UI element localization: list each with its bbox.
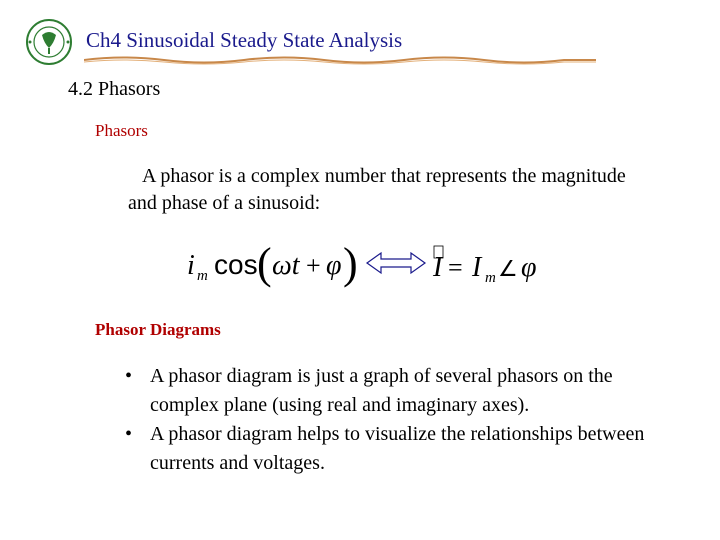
bullet-list <box>125 362 685 478</box>
phasors-heading: Phasors <box>95 121 148 140</box>
bullet-icon: • <box>125 365 133 387</box>
phasor-definition <box>128 163 648 217</box>
list-item-text: A phasor diagram is just a graph of several phasors on the complex plane (using real and imaginary axes). <box>150 365 613 416</box>
formula-open-paren: ( <box>257 239 272 288</box>
formula-phi: φ <box>326 250 342 281</box>
list-item-text: A phasor diagram helps to visualize the relationships between currents and voltages. <box>150 423 645 474</box>
formula-plus: + <box>306 251 321 280</box>
formula-angle-icon: ∠ <box>498 257 518 282</box>
phasor-diagrams-heading: Phasor Diagrams <box>95 320 221 339</box>
header-rule <box>84 54 596 66</box>
formula-lhs-i: i <box>187 250 195 281</box>
phasor-formula <box>183 236 553 288</box>
bullet-icon: • <box>125 423 133 445</box>
formula-rhs-phi: φ <box>521 252 537 283</box>
formula-omega-t: ωt <box>272 250 300 281</box>
formula-rhs-i: I <box>472 252 482 283</box>
double-arrow-icon <box>367 253 425 273</box>
formula-rhs-subscript: m <box>485 270 496 286</box>
formula-close-paren: ) <box>343 239 358 288</box>
list-item <box>125 420 685 478</box>
chapter-title: Ch4 Sinusoidal Steady State Analysis <box>86 28 403 52</box>
formula-equals: = <box>448 253 463 282</box>
university-seal-logo <box>20 18 78 66</box>
formula-lhs-subscript: m <box>197 268 208 284</box>
phasor-definition-text: A phasor is a complex number that represents the magnitude and phase of a sinusoid: <box>128 165 626 214</box>
list-item <box>125 362 685 420</box>
section-title: 4.2 Phasors <box>68 78 161 100</box>
formula-phasor-symbol: I <box>433 252 443 283</box>
formula-cos: cos <box>214 249 258 280</box>
